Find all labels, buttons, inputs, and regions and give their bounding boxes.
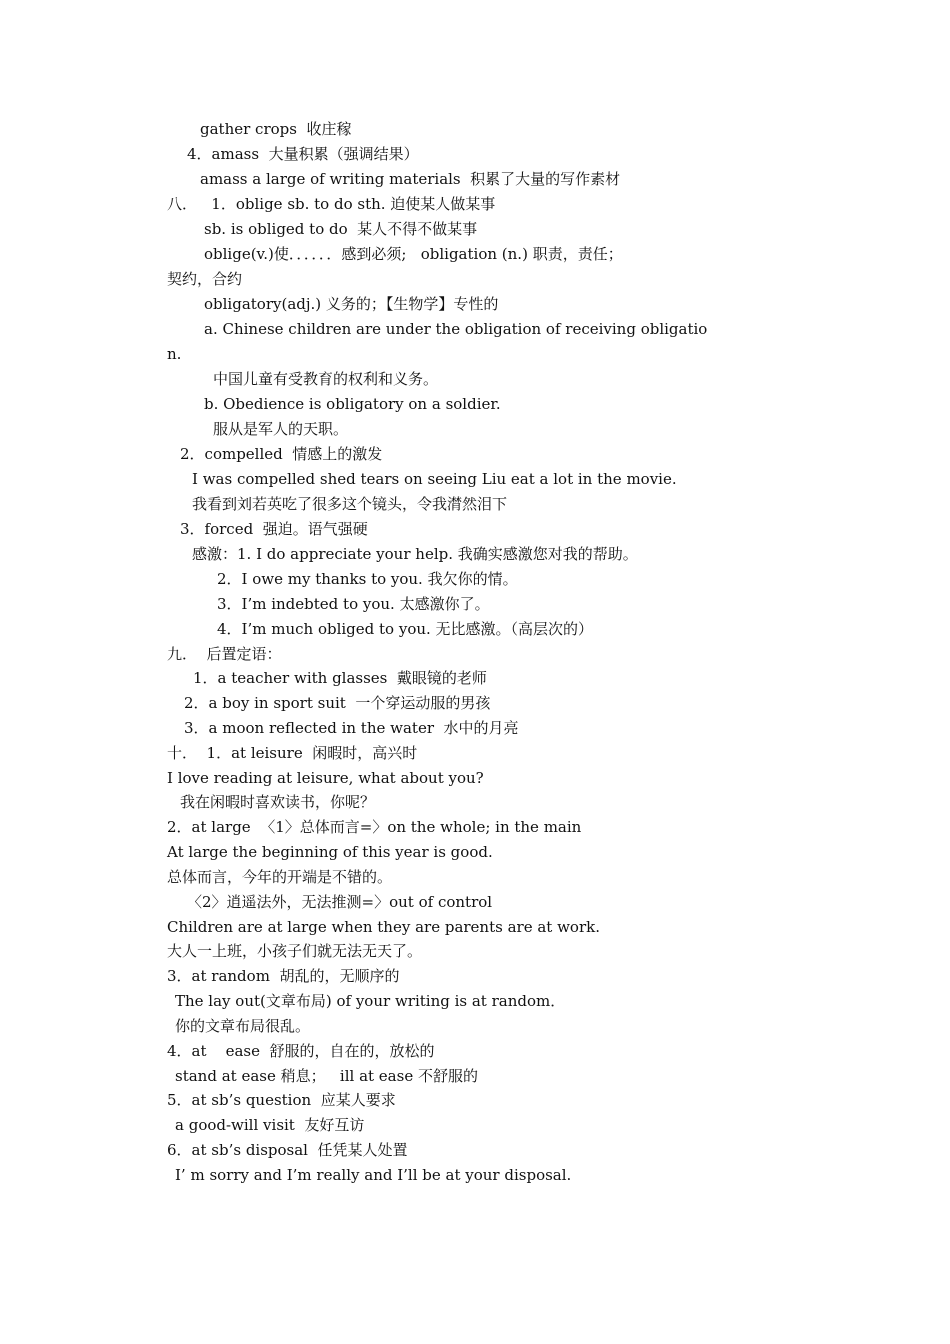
- text-line: 5．at sb’s question 应某人要求: [167, 1091, 396, 1109]
- text-line: oblige(v.)使．．．．．．感到必须; obligation (n.) 职责，责任；: [204, 245, 623, 263]
- text-line: a. Chinese children are under the obligation of receiving obligatio: [204, 320, 708, 338]
- text-line: 十． 1．at leisure 闲暇时，高兴时: [167, 744, 418, 762]
- text-line: sb. is obliged to do 某人不得不做某事: [204, 220, 478, 238]
- text-line: 九． 后置定语：: [167, 645, 282, 663]
- text-line: 中国儿童有受教育的权利和义务。: [213, 370, 439, 388]
- text-line: 2．at large 〈1〉总体而言=〉on the whole; in the main: [167, 818, 582, 836]
- text-line: 2．I owe my thanks to you. 我欠你的情。: [217, 570, 518, 588]
- text-line: gather crops 收庄稼: [200, 120, 352, 138]
- text-line: 3．at random 胡乱的，无顺序的: [167, 967, 400, 985]
- text-line: 我在闲暇时喜欢读书，你呢？: [180, 793, 376, 811]
- text-line: 我看到刘若英吃了很多这个镜头，令我潸然泪下: [192, 495, 508, 513]
- text-line: 你的文章布局很乱。: [175, 1017, 311, 1035]
- text-line: 服从是军人的天职。: [213, 420, 349, 438]
- text-line: 6．at sb’s disposal 任凭某人处置: [167, 1141, 408, 1159]
- text-line: I was compelled shed tears on seeing Liu eat a lot in the movie.: [192, 470, 677, 488]
- text-line: Children are at large when they are parents are at work.: [167, 918, 600, 936]
- text-line: 1．a teacher with glasses 戴眼镜的老师: [193, 669, 487, 687]
- text-line: I’ m sorry and I’m really and I’ll be at your disposal.: [175, 1166, 572, 1184]
- text-line: 总体而言，今年的开端是不错的。: [167, 868, 393, 886]
- text-line: obligatory(adj.) 义务的；【生物学】专性的: [204, 295, 499, 313]
- text-line: 契约，合约: [167, 270, 243, 288]
- text-line: At large the beginning of this year is good.: [167, 843, 493, 861]
- text-line: 八． 1．oblige sb. to do sth. 迫使某人做某事: [167, 195, 496, 213]
- text-line: 2．compelled 情感上的激发: [180, 445, 383, 463]
- text-line: 3．a moon reflected in the water 水中的月亮: [184, 719, 519, 737]
- text-line: 感激：1. I do appreciate your help. 我确实感激您对我的帮助。: [192, 545, 638, 563]
- text-line: b. Obedience is obligatory on a soldier.: [204, 395, 501, 413]
- text-line: 4．amass 大量积累（强调结果）: [187, 145, 419, 163]
- text-line: a good-will visit 友好互访: [175, 1116, 365, 1134]
- text-line: 大人一上班，小孩子们就无法无天了。: [167, 942, 423, 960]
- text-line: I love reading at leisure, what about you?: [167, 769, 484, 787]
- text-line: amass a large of writing materials 积累了大量的写作素材: [200, 170, 621, 188]
- text-line: 4．at ease 舒服的，自在的，放松的: [167, 1042, 435, 1060]
- text-line: 3．forced 强迫。语气强硬: [180, 520, 368, 538]
- text-line: 〈2〉逍遥法外，无法推测=〉out of control: [187, 893, 493, 911]
- text-line: The lay out(文章布局) of your writing is at random．: [175, 992, 566, 1010]
- text-line: 3．I’m indebted to you. 太感激你了。: [217, 595, 490, 613]
- text-line: 4．I’m much obliged to you. 无比感激。（高层次的）: [217, 620, 594, 638]
- text-line: 2．a boy in sport suit 一个穿运动服的男孩: [184, 694, 491, 712]
- text-line: stand at ease 稍息； ill at ease 不舒服的: [175, 1067, 478, 1085]
- text-line: n.: [167, 345, 182, 363]
